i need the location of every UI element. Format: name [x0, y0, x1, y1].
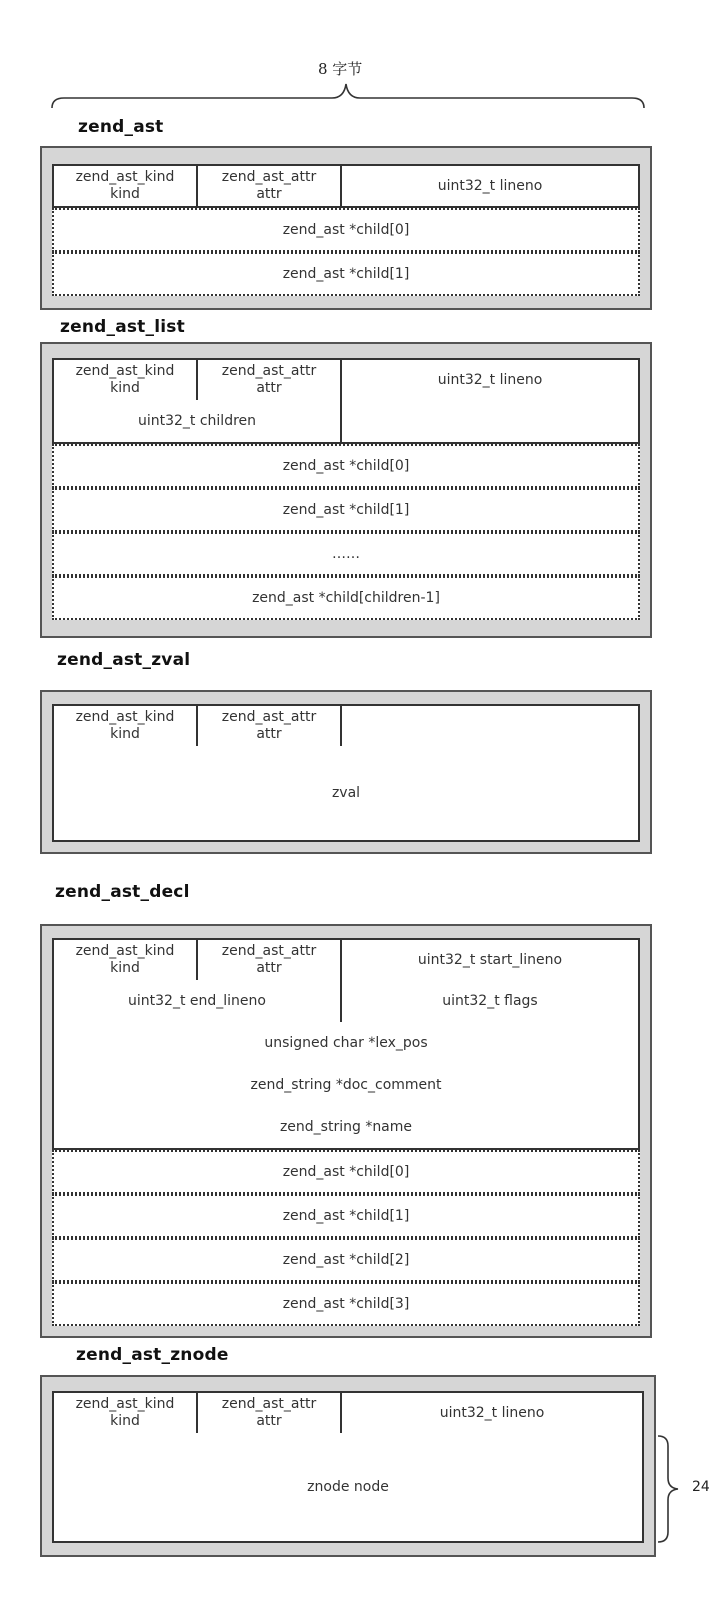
doc-comment-field: zend_string *doc_comment	[52, 1064, 640, 1108]
header-row	[52, 164, 640, 208]
name-field: zend_string *name	[52, 1106, 640, 1150]
ellipsis-field: ……	[52, 532, 640, 576]
child-0-field: zend_ast *child[0]	[52, 208, 640, 252]
empty-field	[342, 400, 638, 442]
empty-field	[342, 706, 638, 746]
attr-field: zend_ast_attr attr	[198, 706, 342, 746]
child-1-field: zend_ast *child[1]	[52, 252, 640, 296]
lineno-flags-row	[52, 980, 640, 1024]
header-row	[52, 1391, 644, 1435]
lineno-field: uint32_t lineno	[437, 177, 543, 194]
lineno-field: uint32_t lineno	[439, 1404, 545, 1421]
top-width-brace	[48, 80, 648, 112]
kind-field: zend_ast_kind kind	[54, 166, 198, 206]
attr-field: zend_ast_attr attr	[198, 360, 342, 400]
flags-field: uint32_t flags	[442, 992, 538, 1009]
end-lineno-field: uint32_t end_lineno	[54, 980, 342, 1022]
child-3-field: zend_ast *child[3]	[52, 1282, 640, 1326]
lex-pos-field: unsigned char *lex_pos	[52, 1022, 640, 1066]
child-2-field: zend_ast *child[2]	[52, 1238, 640, 1282]
struct-title-zend-ast-list: zend_ast_list	[60, 317, 185, 337]
child-1-field: zend_ast *child[1]	[52, 1194, 640, 1238]
children-row	[52, 400, 640, 444]
child-last-field: zend_ast *child[children-1]	[52, 576, 640, 620]
child-0-field: zend_ast *child[0]	[52, 444, 640, 488]
struct-zend-ast-decl	[40, 924, 652, 1338]
side-size-brace	[656, 1432, 686, 1546]
struct-title-zend-ast: zend_ast	[78, 117, 164, 137]
attr-field: zend_ast_attr attr	[198, 1393, 342, 1433]
header-row	[52, 704, 640, 748]
children-field: uint32_t children	[54, 400, 342, 442]
child-1-field: zend_ast *child[1]	[52, 488, 640, 532]
struct-title-zend-ast-decl: zend_ast_decl	[55, 882, 190, 902]
struct-zend-ast	[40, 146, 652, 310]
attr-field: zend_ast_attr attr	[198, 940, 342, 980]
struct-zend-ast-zval	[40, 690, 652, 854]
zval-field: zval	[52, 746, 640, 842]
side-brace-label: 24	[692, 1479, 710, 1495]
child-0-field: zend_ast *child[0]	[52, 1150, 640, 1194]
start-lineno-field: uint32_t start_lineno	[417, 951, 563, 968]
top-brace-label: 8 字节	[318, 60, 363, 78]
kind-field: zend_ast_kind kind	[54, 940, 198, 980]
header-row	[52, 358, 640, 402]
kind-field: zend_ast_kind kind	[54, 1393, 198, 1433]
znode-field: znode node	[52, 1433, 644, 1543]
kind-field: zend_ast_kind kind	[54, 706, 198, 746]
struct-title-zend-ast-znode: zend_ast_znode	[76, 1345, 229, 1365]
struct-zend-ast-list	[40, 342, 652, 638]
attr-field: zend_ast_attr attr	[198, 166, 342, 206]
struct-zend-ast-znode	[40, 1375, 656, 1557]
kind-field: zend_ast_kind kind	[54, 360, 198, 400]
header-row	[52, 938, 640, 982]
struct-title-zend-ast-zval: zend_ast_zval	[57, 650, 191, 670]
lineno-field: uint32_t lineno	[437, 371, 543, 388]
